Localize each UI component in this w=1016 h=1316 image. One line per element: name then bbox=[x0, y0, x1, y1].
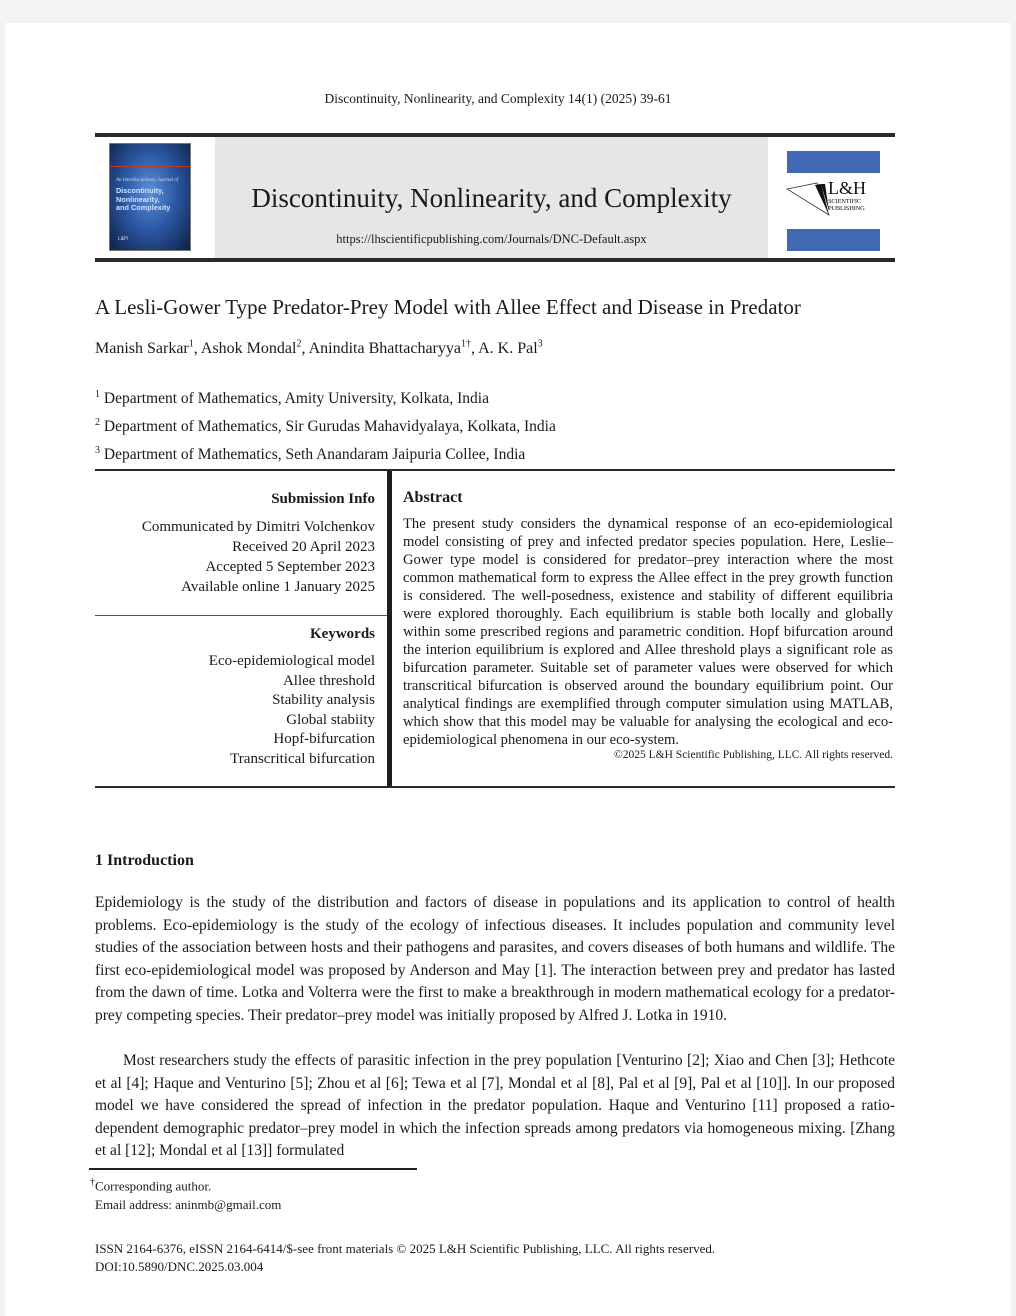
keyword: Transcritical bifurcation bbox=[230, 750, 375, 767]
communicated-by: Communicated by Dimitri Volchenkov bbox=[141, 519, 375, 535]
info-bottom-rule bbox=[95, 786, 895, 788]
issn-line: ISSN 2164-6376, eISSN 2164-6414/$-see front materials © 2025 L&H Scientific Publishing, LLC. All rights reserved. bbox=[95, 1241, 716, 1256]
author: Ashok Mondal$^2$, bbox=[200, 339, 309, 358]
publisher-logo-main: L&H bbox=[828, 178, 866, 198]
affiliation: $^1$ Department of Mathematics, Amity University, Kolkata, India bbox=[95, 389, 489, 408]
author: A. K. Pal$^3$ bbox=[478, 339, 543, 358]
journal-title: Discontinuity, Nonlinearity, and Complexity bbox=[251, 183, 732, 213]
abstract-body: The present study considers the dynamical response of an eco-epidemiological model consisting of prey and infected predator species population. Here, Leslie–Gower type model is considered for predator–prey interaction where the most common mathematical form to express the Allee effect in the prey growth function is considered. The well-posedness, existence and stability of different equilibria were explored thoroughly. Each equilibrium is stable both locally and globally within some prescribed regions and parametric condition. Hopf bifurcation around the interion equilibrium is explored and Allee threshold plays a significant role as bifurcation parameter. Suitable set of parameter values were observed for which transcritical bifurcation is observed around the boundary equilibrium point. Our analytical findings are exemplified through computer simulation using MATLAB, which show that this model may be valuable for analysing the ecological and eco-epidemiological phenomena in our eco-system. bbox=[403, 516, 893, 748]
logo-bottom-bar bbox=[787, 229, 880, 251]
article-info-box bbox=[95, 469, 895, 788]
online-date: Available online 1 January 2025 bbox=[181, 579, 375, 595]
keyword: Eco-epidemiological model bbox=[208, 653, 375, 669]
publisher-logo-sub: SCIENTIFIC PUBLISHING bbox=[828, 198, 865, 212]
abstract-heading: Abstract bbox=[403, 489, 463, 506]
abstract-copyright: ©2025 L&H Scientific Publishing, LLC. All rights reserved. bbox=[614, 749, 893, 761]
cover-red-line bbox=[110, 166, 190, 167]
author: Manish Sarkar$^1$, bbox=[95, 339, 201, 358]
affiliation: $^3$ Department of Mathematics, Seth Anandaram Jaipuria Collee, India bbox=[95, 445, 526, 464]
intro-paragraph: Epidemiology is the study of the distribution and factors of disease in populations and its application to control of health problems. Eco-epidemiology is the study of the ecology of infectious diseases. It includes population and community level studies of the association between hosts and their pathogens and parasites, and covers diseases of both humans and wildlife. The first eco-epidemiological model was proposed by Anderson and May [1]. The interaction between prey and predator has lasted from the dawn of time. Lotka and Volterra were the first to make a breakthrough in modern mathematical ecology for a predator-prey competing species. Their predator–prey model was initially proposed by Alfred J. Lotka in 1910. bbox=[95, 894, 895, 1024]
keyword: Global stabiity bbox=[286, 711, 375, 728]
dagger-mark: † bbox=[90, 1177, 95, 1188]
corresponding-author-note: Corresponding author. bbox=[95, 1178, 212, 1194]
abstract-section bbox=[403, 489, 893, 761]
publisher-logo bbox=[785, 151, 880, 251]
page-footer bbox=[95, 1240, 715, 1276]
intro-paragraph: Most researchers study the effects of parasitic infection in the prey population [Venturino [2]; Xiao and Chen [3]; Hethcote et al [4]; Haque and Venturino [5]; Zhou et al [6]; Tewa et al [7], Mondal et al [8], Pal et al [9], Pal et al [10]]. In our proposed model we have considered the spread of infection in the predator population. Haque and Venturino [11] proposed a ratio-dependent demographic predator–prey model in which the infection spreads among predators via homogeneous mixing. [Zhang et al [12]; Mondal et al [13]] formulated bbox=[95, 1052, 895, 1159]
accepted-date: Accepted 5 September 2023 bbox=[205, 559, 375, 575]
journal-cover-image bbox=[109, 143, 191, 251]
affiliation-list bbox=[95, 383, 556, 467]
author-list bbox=[95, 339, 543, 358]
journal-banner bbox=[95, 133, 895, 262]
info-vertical-rule bbox=[387, 471, 392, 786]
info-divider bbox=[95, 615, 387, 616]
footnote bbox=[90, 1173, 281, 1214]
keyword: Stability analysis bbox=[272, 692, 375, 709]
submission-info-heading: Submission Info bbox=[271, 491, 375, 507]
keyword: Allee threshold bbox=[282, 672, 375, 689]
info-top-rule bbox=[95, 469, 895, 471]
cover-tagline: An Interdisciplinary Journal of bbox=[116, 178, 179, 183]
author: Anindita Bhattacharyya$^{1\dagger}$, bbox=[308, 339, 479, 358]
section-heading-introduction: 1 Introduction bbox=[95, 852, 194, 869]
logo-top-bar bbox=[787, 151, 880, 173]
keywords-section bbox=[95, 624, 375, 770]
submission-info bbox=[95, 489, 375, 597]
author-email: Email address: aninmb@gmail.com bbox=[95, 1197, 282, 1213]
page-sheet bbox=[5, 23, 1011, 1316]
keywords-heading: Keywords bbox=[310, 626, 375, 642]
received-date: Received 20 April 2023 bbox=[232, 539, 375, 555]
affiliation: $^2$ Department of Mathematics, Sir Gurudas Mahavidyalaya, Kolkata, India bbox=[95, 417, 556, 436]
keyword: Hopf-bifurcation bbox=[273, 731, 375, 748]
footnote-rule bbox=[89, 1168, 417, 1170]
running-head: Discontinuity, Nonlinearity, and Complexity 14(1) (2025) 39-61 bbox=[324, 91, 672, 106]
cover-title: Discontinuity, Nonlinearity, and Complexity bbox=[116, 186, 171, 212]
cover-logo: L&H bbox=[118, 236, 128, 242]
journal-url-link[interactable]: https://lhscientificpublishing.com/Journals/DNC-Default.aspx bbox=[336, 232, 647, 246]
banner-bottom-rule bbox=[95, 258, 895, 262]
paper-title: A Lesli-Gower Type Predator-Prey Model with Allee Effect and Disease in Predator bbox=[95, 295, 801, 319]
doi-line[interactable]: DOI:10.5890/DNC.2025.03.004 bbox=[95, 1259, 264, 1274]
